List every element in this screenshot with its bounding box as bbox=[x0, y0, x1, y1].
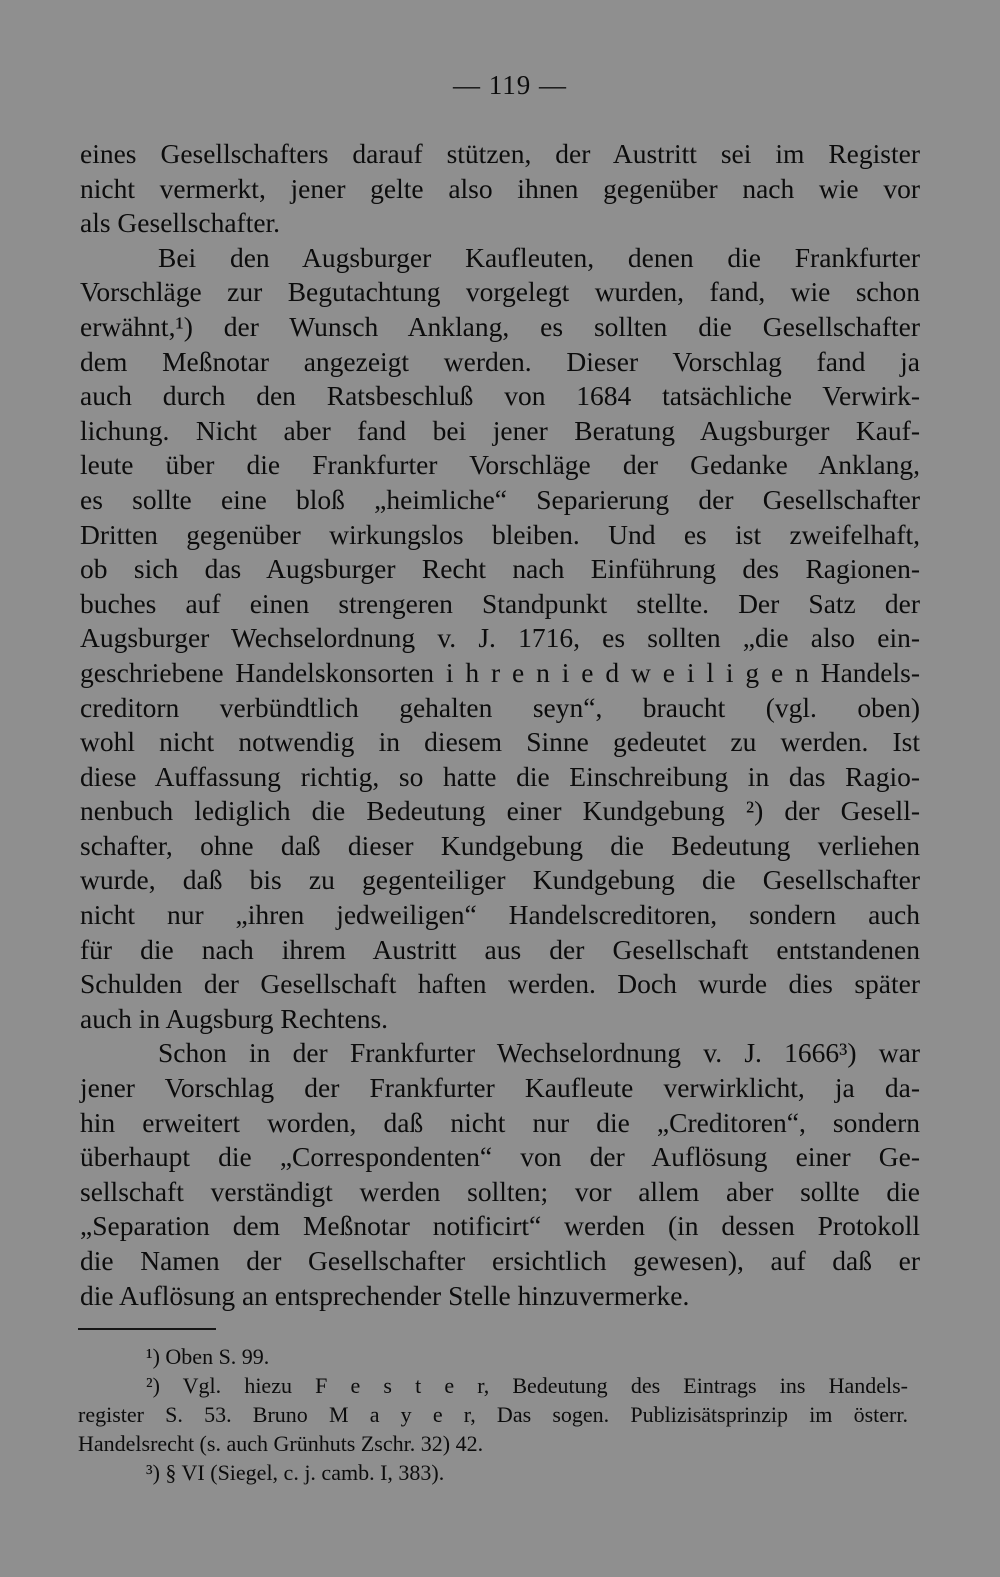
text-line: geschriebene Handelskonsorten i h r e n i e d w e i l i g e n Handels- bbox=[80, 656, 920, 688]
text-line: die Namen der Gesellschafter ersichtlich gewesen), auf daß er bbox=[80, 1245, 920, 1276]
footnote-separator bbox=[78, 1328, 216, 1330]
text-line: Dritten gegenüber wirkungslos bleiben. Und es ist zweifelhaft, bbox=[80, 518, 920, 550]
text-line: als Gesellschafter. bbox=[80, 207, 281, 239]
text-line: ob sich das Augsburger Recht nach Einführung des Ragionen- bbox=[80, 553, 920, 585]
footnote-line: ¹) Oben S. 99. bbox=[146, 1344, 270, 1369]
body-text bbox=[80, 137, 920, 1313]
text-line: schafter, ohne daß dieser Kundgebung die Bedeutung verliehen bbox=[80, 829, 920, 861]
text-line: überhaupt die „Correspondenten“ von der Auflösung einer Ge- bbox=[80, 1141, 920, 1173]
text-line: eines Gesellschafters darauf stützen, der Austritt sei im Register bbox=[80, 138, 920, 169]
footnote-line: Handelsrecht (s. auch Grünhuts Zschr. 32) 42. bbox=[78, 1431, 484, 1456]
footnote-line: ³) § VI (Siegel, c. j. camb. I, 383). bbox=[146, 1460, 445, 1485]
page-number: — 119 — bbox=[453, 70, 567, 100]
text-line: creditorn verbündtlich gehalten seyn“, braucht (vgl. oben) bbox=[80, 691, 920, 723]
text-line: dem Meßnotar angezeigt werden. Dieser Vorschlag fand ja bbox=[80, 345, 920, 377]
text-line: buches auf einen strengeren Standpunkt stellte. Der Satz der bbox=[80, 587, 920, 619]
text-line: Augsburger Wechselordnung v. J. 1716, es sollten „die also ein- bbox=[80, 622, 920, 654]
text-line: diese Auffassung richtig, so hatte die Einschreibung in das Ragio- bbox=[80, 760, 920, 792]
text-line: für die nach ihrem Austritt aus der Gesellschaft entstandenen bbox=[80, 933, 920, 965]
text-line: sellschaft verständigt werden sollten; vor allem aber sollte die bbox=[80, 1175, 920, 1207]
text-line: „Separation dem Meßnotar notificirt“ werden (in dessen Protokoll bbox=[80, 1210, 920, 1242]
text-line: wohl nicht notwendig in diesem Sinne gedeutet zu werden. Ist bbox=[80, 726, 920, 758]
text-line: wurde, daß bis zu gegenteiliger Kundgebung die Gesellschafter bbox=[80, 864, 920, 896]
text-line: die Auflösung an entsprechender Stelle hinzuvermerke. bbox=[80, 1279, 690, 1311]
text-line: nicht nur „ihren jedweiligen“ Handelscreditoren, sondern auch bbox=[80, 899, 920, 931]
text-line: leute über die Frankfurter Vorschläge der Gedanke Anklang, bbox=[80, 449, 920, 481]
text-line: Schon in der Frankfurter Wechselordnung v. J. 1666³) war bbox=[158, 1037, 920, 1069]
text-line: jener Vorschlag der Frankfurter Kaufleute verwirklicht, ja da- bbox=[80, 1072, 920, 1104]
footnote-line: register S. 53. Bruno M a y e r, Das sogen. Publizisätsprinzip im österr. bbox=[78, 1402, 908, 1427]
text-line: auch in Augsburg Rechtens. bbox=[80, 1002, 389, 1034]
footnotes bbox=[78, 1342, 908, 1487]
text-line: es sollte eine bloß „heimliche“ Separierung der Gesellschafter bbox=[80, 483, 920, 515]
text-line: Schulden der Gesellschaft haften werden. Doch wurde dies später bbox=[80, 968, 920, 1000]
text-line: nenbuch lediglich die Bedeutung einer Kundgebung ²) der Gesell- bbox=[80, 795, 920, 827]
text-line: hin erweitert worden, daß nicht nur die „Creditoren“, sondern bbox=[80, 1106, 920, 1138]
text-line: nicht vermerkt, jener gelte also ihnen gegenüber nach wie vor bbox=[80, 172, 920, 204]
text-line: auch durch den Ratsbeschluß von 1684 tatsächliche Verwirk- bbox=[80, 380, 920, 412]
text-line: Vorschläge zur Begutachtung vorgelegt wurden, fand, wie schon bbox=[80, 276, 920, 308]
text-line: erwähnt,¹) der Wunsch Anklang, es sollten die Gesellschafter bbox=[80, 310, 920, 342]
text-line: lichung. Nicht aber fand bei jener Beratung Augsburger Kauf- bbox=[80, 414, 920, 446]
footnote-line: ²) Vgl. hiezu F e s t e r, Bedeutung des Eintrags ins Handels- bbox=[146, 1373, 908, 1398]
text-line: Bei den Augsburger Kaufleuten, denen die Frankfurter bbox=[158, 241, 920, 273]
